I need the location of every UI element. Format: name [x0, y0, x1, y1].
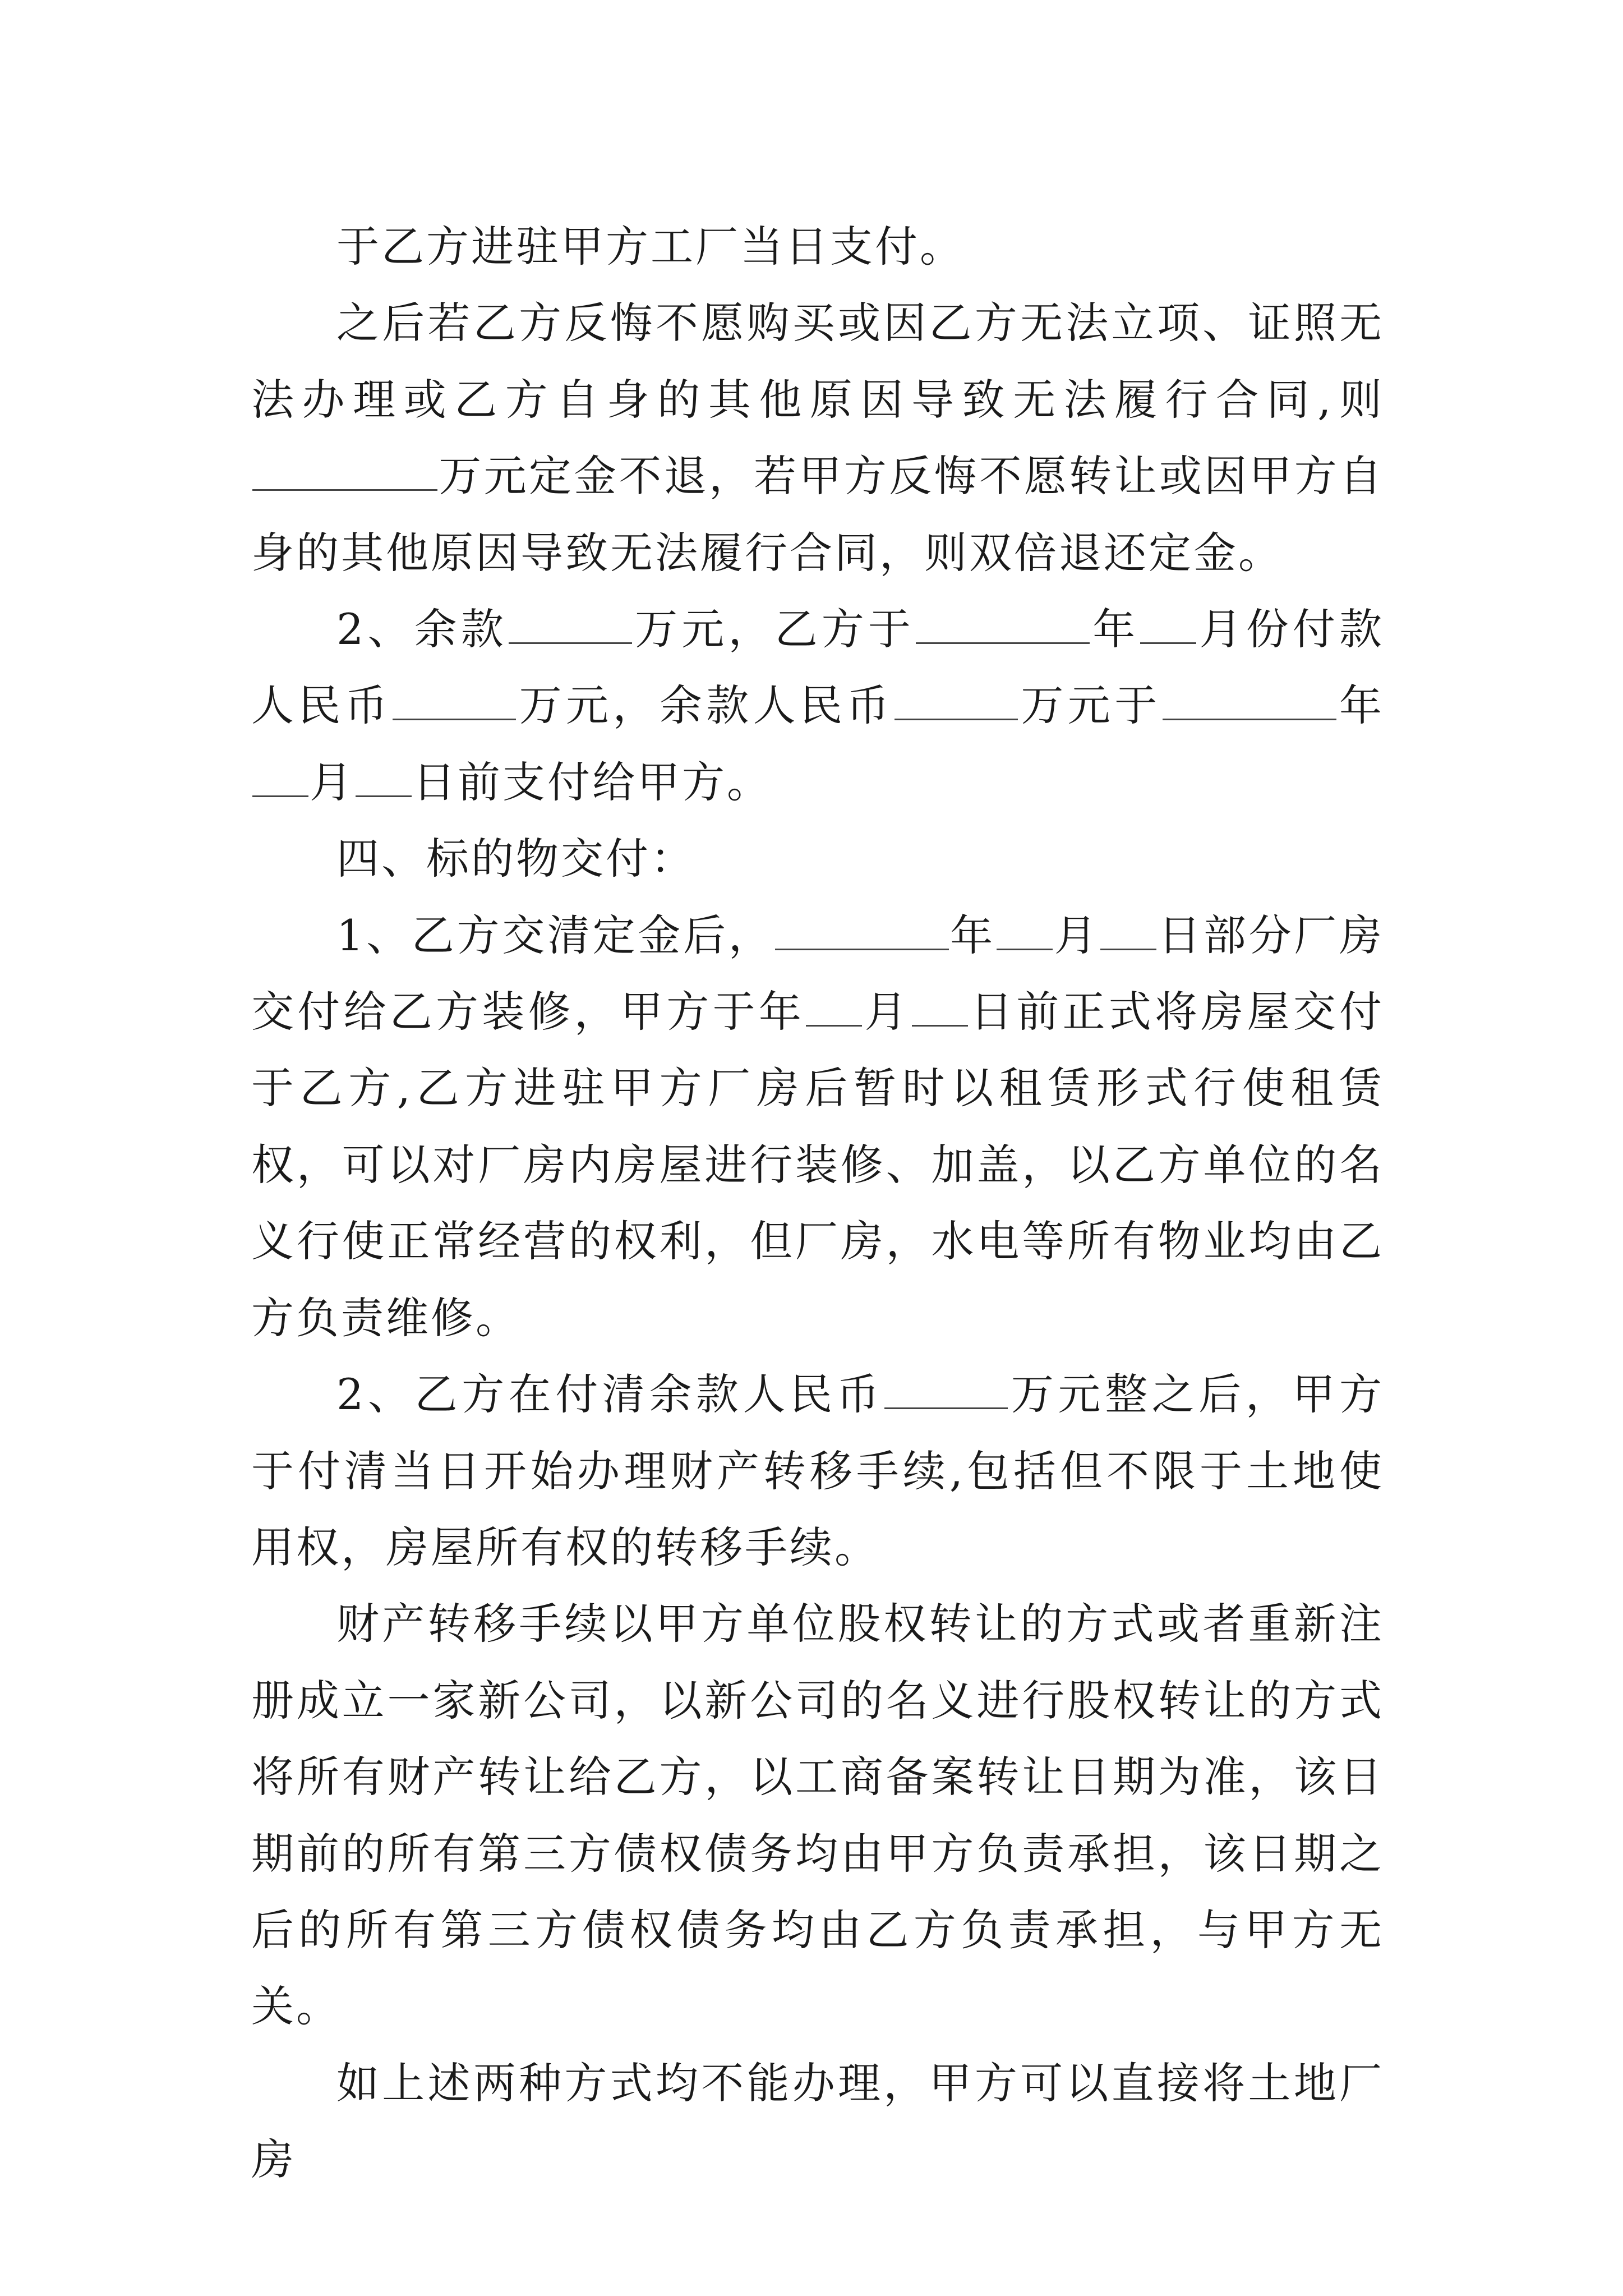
text-segment: 万元整之后，甲方于付清当日开始办理财产转移手续,包括但不限于土地使用权，房屋所有权的转移手续。	[251, 1369, 1384, 1572]
paragraph-balance-payment	[251, 591, 1384, 821]
blank-year	[916, 604, 1090, 644]
text-segment: 四、标的物交付：	[336, 834, 695, 884]
text-segment: 2、余款	[336, 604, 508, 655]
blank-month	[806, 987, 862, 1027]
blank-day	[1100, 910, 1156, 950]
blank-month	[252, 757, 308, 797]
paragraph-equity-transfer	[251, 1586, 1384, 2045]
blank-remaining-amount	[895, 680, 1018, 720]
blank-balance-amount	[509, 604, 632, 644]
text-segment: 月	[310, 757, 354, 807]
blank-month	[997, 910, 1053, 950]
text-segment: 万元，余款人民币	[517, 680, 893, 731]
section-heading-delivery	[251, 821, 1384, 897]
text-segment: 月份付款人民币	[251, 604, 1385, 731]
text-segment: 月	[1053, 910, 1100, 960]
text-segment: 万元，乙方于	[633, 604, 915, 655]
paragraph-deposit-terms	[251, 285, 1384, 591]
blank-day	[912, 987, 968, 1027]
blank-final-amount	[884, 1369, 1008, 1409]
text-segment: 2、乙方在付清余款人民币	[336, 1369, 884, 1420]
text-segment: 之后若乙方反悔不愿购买或因乙方无法立项、证照无法办理或乙方自身的其他原因导致无法履行合同,则	[251, 298, 1384, 425]
paragraph-alternative-transfer	[251, 2045, 1384, 2198]
blank-installment-amount	[393, 680, 516, 720]
text-segment: 年	[1337, 680, 1385, 731]
blank-day	[356, 757, 412, 797]
blank-deposit-amount	[252, 451, 437, 491]
text-segment: 日部分厂房交付给乙方装修，甲方于年	[251, 910, 1385, 1037]
paragraph-payment-date	[251, 209, 1384, 285]
blank-year	[1163, 680, 1336, 720]
text-segment: 年	[949, 910, 995, 960]
text-segment: 财产转移手续以甲方单位股权转让的方式或者重新注册成立一家新公司，以新公司的名义进行股权转让的方式将所有财产转让给乙方，以工商备案转让日期为准，该日期前的所有第三方债权债务均由甲方负责承担，该日期之后的所有第三方债权债务均由乙方负责承担，与甲方无关。	[251, 1599, 1384, 2032]
paragraph-delivery-terms	[251, 898, 1384, 1356]
paragraph-transfer-procedure	[251, 1356, 1384, 1586]
text-segment: 1、乙方交清定金后，	[336, 910, 774, 960]
text-segment: 年	[1091, 604, 1140, 655]
blank-month	[1140, 604, 1196, 644]
text-segment: 万元于	[1018, 680, 1161, 731]
text-segment: 日前支付给甲方。	[413, 757, 772, 807]
blank-year	[775, 910, 949, 950]
text-segment: 如上述两种方式均不能办理，甲方可以直接将土地厂房	[251, 2058, 1384, 2185]
contract-body	[251, 209, 1384, 2198]
text-segment: 日前正式将房屋交付于乙方,乙方进驻甲方厂房后暂时以租赁形式行使租赁权，可以对厂房内房屋进行装修、加盖，以乙方单位的名义行使正常经营的权利，但厂房，水电等所有物业均由乙方负责维修。	[251, 987, 1385, 1343]
text-segment: 于乙方进驻甲方工厂当日支付。	[336, 222, 965, 272]
text-segment: 月	[863, 987, 911, 1037]
text-segment: 万元定金不退，若甲方反悔不愿转让或因甲方自身的其他原因导致无法履行合同，则双倍退还定金。	[251, 451, 1384, 578]
